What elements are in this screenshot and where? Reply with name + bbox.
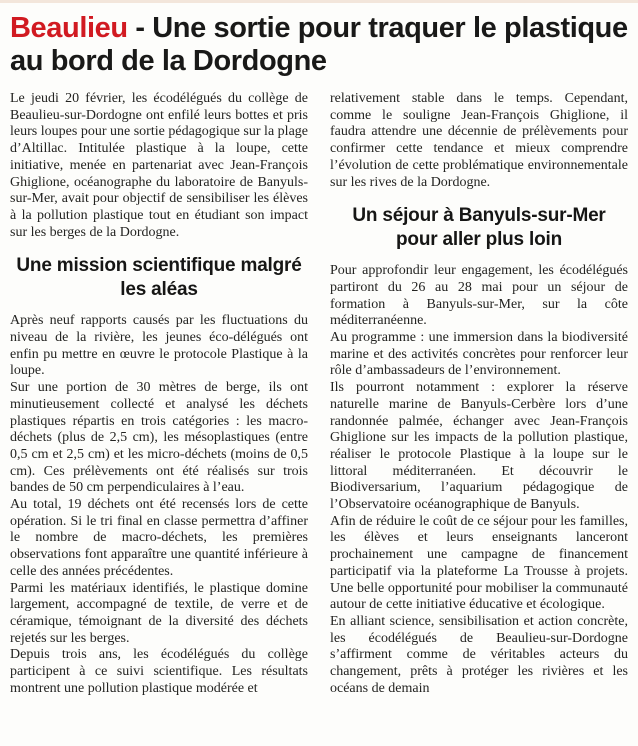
paragraph: Après neuf rapports causés par les fluctuations du niveau de la rivière, les jeunes éco-délégués ont enfin pu mettre en œuvre le protocole Plastique à la loupe. bbox=[10, 313, 308, 379]
paragraph-intro: Le jeudi 20 février, les écodélégués du collège de Beaulieu-sur-Dordogne ont enfilé leurs bottes et pris leurs loupes pour une sortie pédagogique sur la plage d’Altillac. Intitulée plastique à la loupe, cette initiative, menée en partenariat avec Jean-François Ghiglione, océanographe du laboratoire de Banyuls-sur-Mer, avait pour objectif de sensibiliser les élèves à la pollution plastique tout en étudiant son impact sur les berges de la Dordogne. bbox=[10, 91, 308, 240]
top-divider-rule bbox=[0, 0, 638, 3]
paragraph: Au programme : une immersion dans la biodiversité marine et des activités concrètes pour renforcer leur rôle d’ambassadeurs de l’environnement. bbox=[330, 330, 628, 379]
article-column-left bbox=[10, 91, 308, 698]
paragraph: En alliant science, sensibilisation et action concrète, les écodélégués de Beaulieu-sur-Dordogne s’affirment comme de véritables acteurs du changement, prêts à protéger les rivières et les océans de demain bbox=[330, 613, 628, 696]
paragraph: Sur une portion de 30 mètres de berge, ils ont minutieusement collecté et analysé les déchets plastiques répartis en trois catégories : les macro-déchets (plus de 2,5 cm), les mésoplastiques (entre 0,5 cm et 2,5 cm) et les micro-déchets (moins de 0,5 cm). Ces prélèvements ont été réalisés sur trois bandes de 50 cm perpendiculaires à l’eau. bbox=[10, 380, 308, 496]
paragraph: Ils pourront notamment : explorer la réserve naturelle marine de Banyuls-Cerbère lors d’une randonnée palmée, échanger avec Jean-François Ghiglione sur les impacts de la pollution plastique, réaliser le protocole Plastique à la loupe sur le littoral méditerranéen. Et découvrir le Biodiversarium, l’aquarium pédagogique de l’Observatoire océanographique de Banyuls. bbox=[330, 380, 628, 513]
section-heading-sejour: Un séjour à Banyuls-sur-Mer pour aller plus loin bbox=[352, 205, 606, 251]
article-headline bbox=[10, 12, 628, 78]
article-column-right bbox=[330, 91, 628, 698]
headline-locality: Beaulieu bbox=[10, 12, 128, 44]
paragraph: Afin de réduire le coût de ce séjour pour les familles, les élèves et leurs enseignants lanceront prochainement une campagne de financement participatif via la plateforme La Trousse à projets. Une belle opportunité pour mobiliser la communauté autour de cette initiative éducative et écologique. bbox=[330, 513, 628, 613]
two-column-layout bbox=[10, 91, 628, 698]
paragraph: Au total, 19 déchets ont été recensés lors de cette opération. Si le tri final en classe permettra d’affiner le nombre de macro-déchets, les premières observations font apparaître une quantité inférieure à celle des années précédentes. bbox=[10, 497, 308, 579]
paragraph: Pour approfondir leur engagement, les écodélégués partiront du 26 au 28 mai pour un séjour de formation à Banyuls-sur-Mer, sur la côte méditerranéenne. bbox=[330, 263, 628, 329]
paragraph: Parmi les matériaux identifiés, le plastique domine largement, accompagné de textile, de verre et de céramique, témoignant de la diversité des déchets rejetés sur les berges. bbox=[10, 580, 308, 646]
headline-title: - Une sortie pour traquer le plastique au bord de la Dordogne bbox=[10, 12, 628, 77]
paragraph-continuation: relativement stable dans le temps. Cependant, comme le souligne Jean-François Ghiglione, il faudra attendre une décennie de prélèvements pour confirmer cette tendance et mieux comprendre l’évolution de cette problématique environnementale sur les rives de la Dordogne. bbox=[330, 91, 628, 190]
section-heading-mission: Une mission scientifique malgré les aléas bbox=[16, 255, 302, 301]
paragraph: Depuis trois ans, les écodélégués du collège participent à ce suivi scientifique. Les résultats montrent une pollution plastique modérée et bbox=[10, 647, 308, 696]
